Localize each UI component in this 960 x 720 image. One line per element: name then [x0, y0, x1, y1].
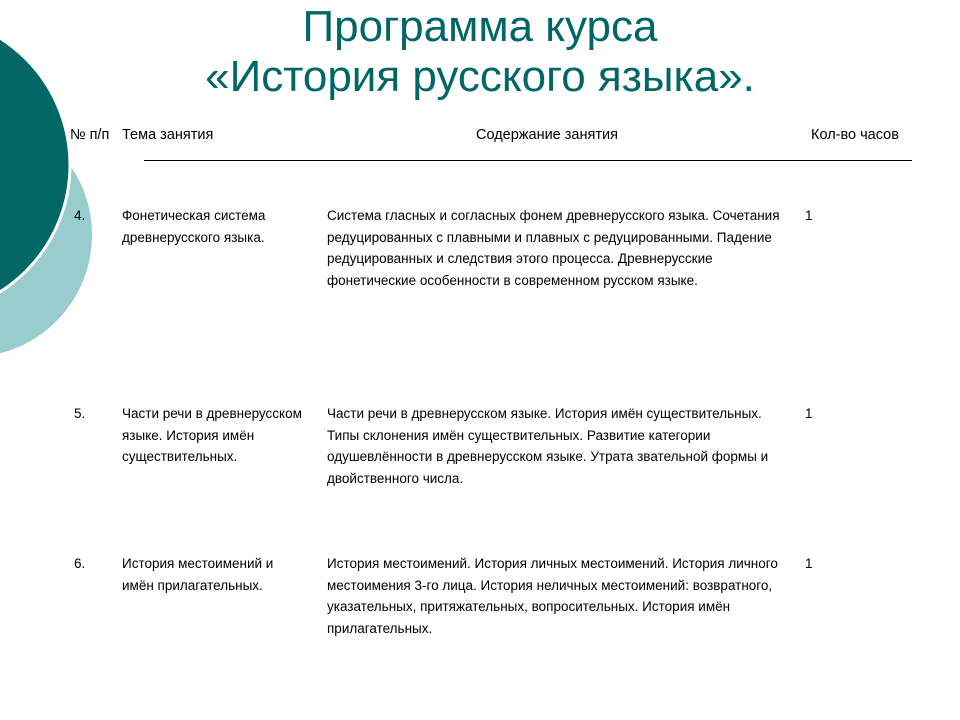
row-4-topic: Фонетическая система древнерусского языка. — [122, 208, 266, 245]
row-4-number: 4. — [74, 208, 86, 223]
row-4-hours: 1 — [805, 208, 813, 223]
row-5-number: 5. — [74, 406, 86, 421]
row-6-number: 6. — [74, 556, 86, 571]
page-title — [110, 2, 850, 102]
row-5-content: Части речи в древнерусском языке. История имён существительных. Типы склонения имён существительных. Развитие категории одушевлённости в древнерусском языке. Утрата звательной формы и двойственного числа. — [327, 406, 769, 486]
header-topic: Тема занятия — [122, 127, 214, 143]
row-4-content: Система гласных и согласных фонем древнерусского языка. Сочетания редуцированных с плавными и плавных с редуцированными. Падение редуцированных и следствия этого процесса. Древнерусские фонетические особенности в современном русском языке. — [327, 208, 780, 288]
row-6-content: История местоимений. История личных местоимений. История личного местоимения 3-го лица. История неличных местоимений: возвратного, указательных, притяжательных, вопросительных. История имён прилагательных. — [327, 556, 778, 636]
row-6-topic: История местоимений и имён прилагательных. — [122, 556, 274, 593]
title-line-2: «История русского языка». — [205, 52, 755, 101]
header-hours: Кол-во часов — [811, 127, 899, 143]
header-number: № п/п — [70, 127, 110, 143]
row-6-hours: 1 — [805, 556, 813, 571]
row-5-topic: Части речи в древнерусском языке. История имён существительных. — [122, 406, 302, 464]
row-5-hours: 1 — [805, 406, 813, 421]
header-divider — [144, 160, 912, 161]
title-line-1: Программа курса — [302, 2, 658, 51]
header-content: Содержание занятия — [476, 127, 618, 143]
